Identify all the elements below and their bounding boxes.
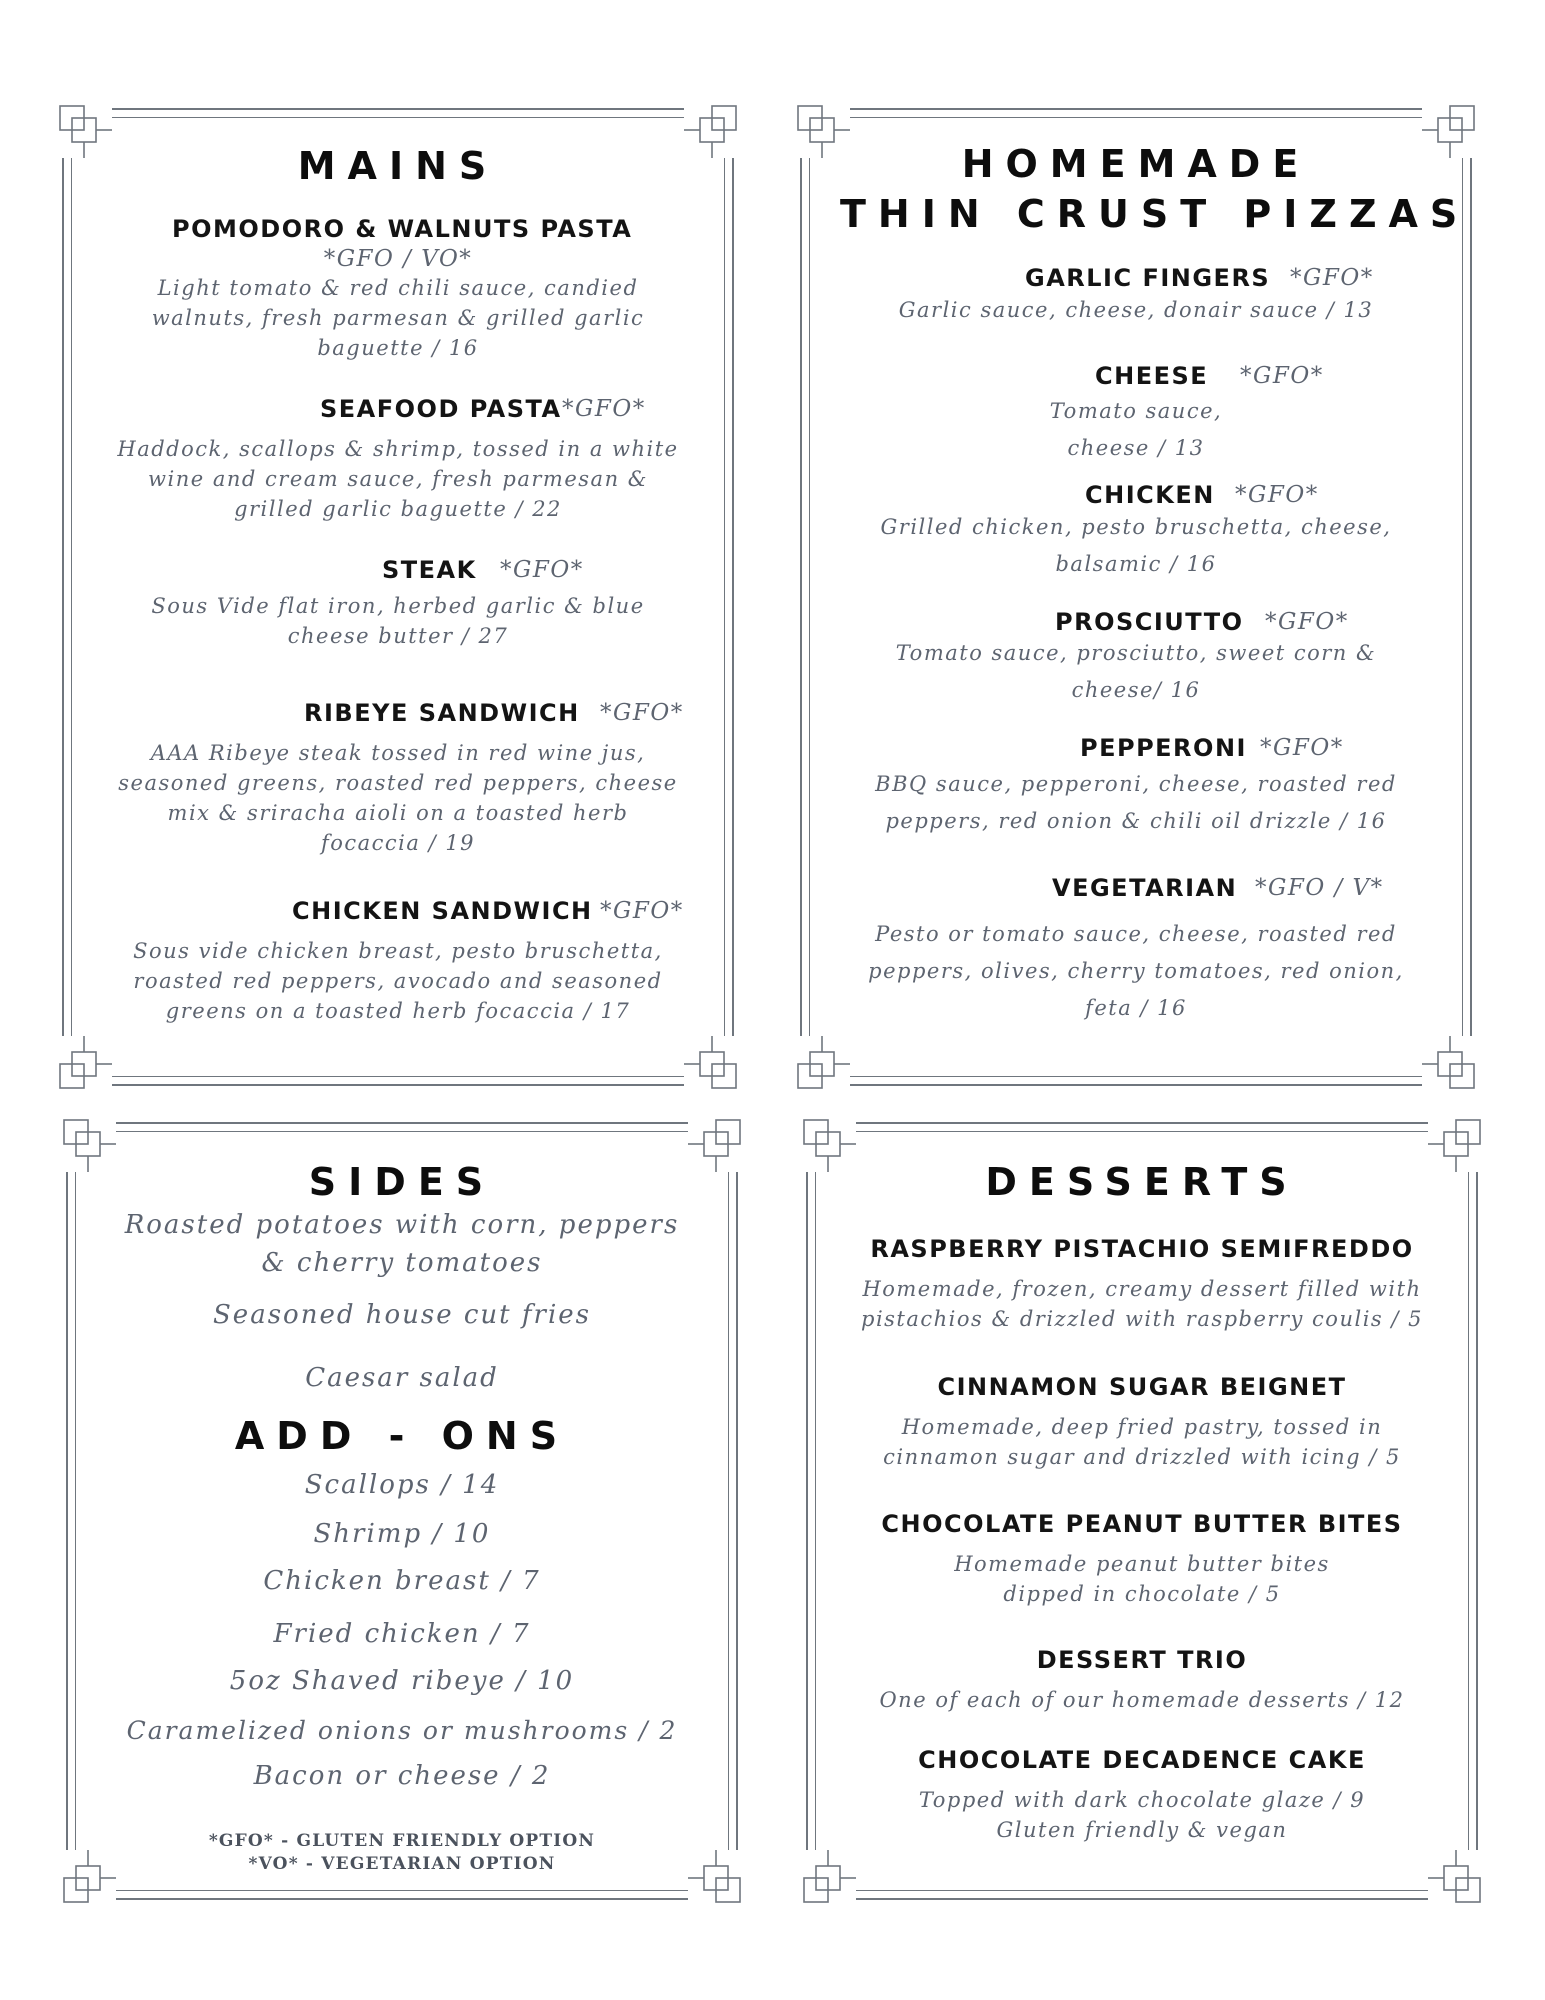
- menu-item-name: CINNAMON SUGAR BEIGNET: [937, 1373, 1347, 1401]
- menu-item-description: Light tomato & red chili sauce, candied walnuts, fresh parmesan & grilled garlic baguette / 16: [151, 276, 645, 360]
- gfo-legend: *GFO* - GLUTEN FRIENDLY OPTION: [208, 1831, 596, 1851]
- side-item: Seasoned house cut fries: [213, 1300, 591, 1330]
- section-title: HOMEMADE: [961, 142, 1311, 186]
- menu-item-name: RASPBERRY PISTACHIO SEMIFREDDO: [870, 1235, 1414, 1263]
- section-title: SIDES: [308, 1160, 496, 1204]
- pizzas-panel: [800, 108, 1472, 1086]
- menu-item-description: Homemade, deep fried pastry, tossed in cinnamon sugar and drizzled with icing / 5: [883, 1415, 1401, 1469]
- addon-item: Caramelized onions or mushrooms / 2: [126, 1716, 678, 1745]
- menu-item-name: GARLIC FINGERS: [1025, 264, 1271, 292]
- desserts-panel: [806, 1122, 1478, 1900]
- addon-item: Fried chicken / 7: [273, 1619, 531, 1649]
- menu-item-name: CHOCOLATE PEANUT BUTTER BITES: [881, 1510, 1403, 1538]
- dietary-tag: *GFO*: [1290, 265, 1374, 291]
- dietary-tag: *GFO / VO*: [323, 246, 473, 272]
- menu-item-name: RIBEYE SANDWICH: [304, 699, 580, 727]
- menu-item-description: Garlic sauce, cheese, donair sauce / 13: [898, 298, 1374, 322]
- menu-item-name: PEPPERONI: [1080, 734, 1247, 762]
- side-item: Roasted potatoes with corn, peppers & cherry tomatoes: [124, 1210, 680, 1278]
- addon-item: Scallops / 14: [304, 1470, 500, 1500]
- addon-item: Chicken breast / 7: [263, 1566, 541, 1596]
- section-subtitle: THIN CRUST PIZZAS: [840, 192, 1470, 236]
- menu-item-description: Homemade, frozen, creamy dessert filled with pistachios & drizzled with raspberry coulis / 5: [861, 1277, 1423, 1331]
- dietary-tag: *GFO*: [600, 700, 684, 726]
- menu-item-name: CHOCOLATE DECADENCE CAKE: [918, 1746, 1366, 1774]
- dietary-tag: *GFO*: [1265, 609, 1349, 635]
- side-item: Caesar salad: [305, 1363, 499, 1393]
- menu-item-name: POMODORO & WALNUTS PASTA: [172, 215, 633, 243]
- dietary-tag: *GFO*: [1235, 482, 1319, 508]
- addons-title: ADD - ONS: [234, 1414, 570, 1458]
- menu-item-name: CHEESE: [1095, 362, 1209, 390]
- desserts-content: [846, 1122, 1438, 1900]
- section-title: MAINS: [297, 144, 499, 188]
- section-title: DESSERTS: [985, 1160, 1299, 1204]
- sides-panel: [66, 1122, 738, 1900]
- menu-item-name: SEAFOOD PASTA: [320, 395, 562, 423]
- dietary-tag: *GFO / V*: [1255, 875, 1384, 901]
- sides-content: [106, 1122, 698, 1900]
- mains-panel: [62, 108, 734, 1086]
- menu-item-description: Homemade peanut butter bites dipped in chocolate / 5: [954, 1552, 1330, 1606]
- addon-item: 5oz Shaved ribeye / 10: [229, 1666, 575, 1696]
- dietary-tag: *GFO*: [600, 898, 684, 924]
- menu-item-description: BBQ sauce, pepperoni, cheese, roasted red peppers, red onion & chili oil drizzle / 16: [875, 772, 1397, 833]
- addon-item: Shrimp / 10: [313, 1519, 491, 1549]
- menu-item-description: Tomato sauce, cheese / 13: [1049, 399, 1223, 460]
- menu-item-description: AAA Ribeye steak tossed in red wine jus, seasoned greens, roasted red peppers, cheese mix & sriracha aioli on a toasted herb focaccia / 19: [118, 741, 678, 855]
- menu-item-name: CHICKEN SANDWICH: [292, 897, 593, 925]
- menu-item-name: CHICKEN: [1085, 481, 1215, 509]
- dietary-tag: *GFO*: [562, 396, 646, 422]
- pizzas-content: [840, 108, 1470, 1086]
- menu-item-description: One of each of our homemade desserts / 12: [879, 1688, 1405, 1712]
- dietary-tag: *GFO*: [500, 557, 584, 583]
- menu-item-description: Pesto or tomato sauce, cheese, roasted red peppers, olives, cherry tomatoes, red onion, feta / 16: [868, 922, 1404, 1020]
- addon-item: Bacon or cheese / 2: [253, 1761, 551, 1791]
- menu-item-name: DESSERT TRIO: [1036, 1646, 1248, 1674]
- vo-legend: *VO* - VEGETARIAN OPTION: [248, 1854, 556, 1874]
- menu-item-description: Sous Vide flat iron, herbed garlic & blue cheese butter / 27: [151, 594, 645, 648]
- menu-item-name: STEAK: [382, 556, 477, 584]
- dietary-tag: *GFO*: [1260, 735, 1344, 761]
- mains-content: [102, 108, 694, 1086]
- menu-item-name: PROSCIUTTO: [1055, 608, 1244, 636]
- menu-item-description: Tomato sauce, prosciutto, sweet corn & cheese/ 16: [895, 641, 1377, 702]
- menu-item-description: Topped with dark chocolate glaze / 9 Gluten friendly & vegan: [918, 1788, 1366, 1842]
- menu-item-description: Haddock, scallops & shrimp, tossed in a white wine and cream sauce, fresh parmesan & grilled garlic baguette / 22: [117, 437, 679, 521]
- dietary-tag: *GFO*: [1240, 363, 1324, 389]
- menu-item-description: Sous vide chicken breast, pesto bruschetta, roasted red peppers, avocado and seasoned greens on a toasted herb focaccia / 17: [133, 939, 663, 1023]
- menu-item-name: VEGETARIAN: [1052, 874, 1238, 902]
- menu-item-description: Grilled chicken, pesto bruschetta, cheese, balsamic / 16: [880, 515, 1392, 576]
